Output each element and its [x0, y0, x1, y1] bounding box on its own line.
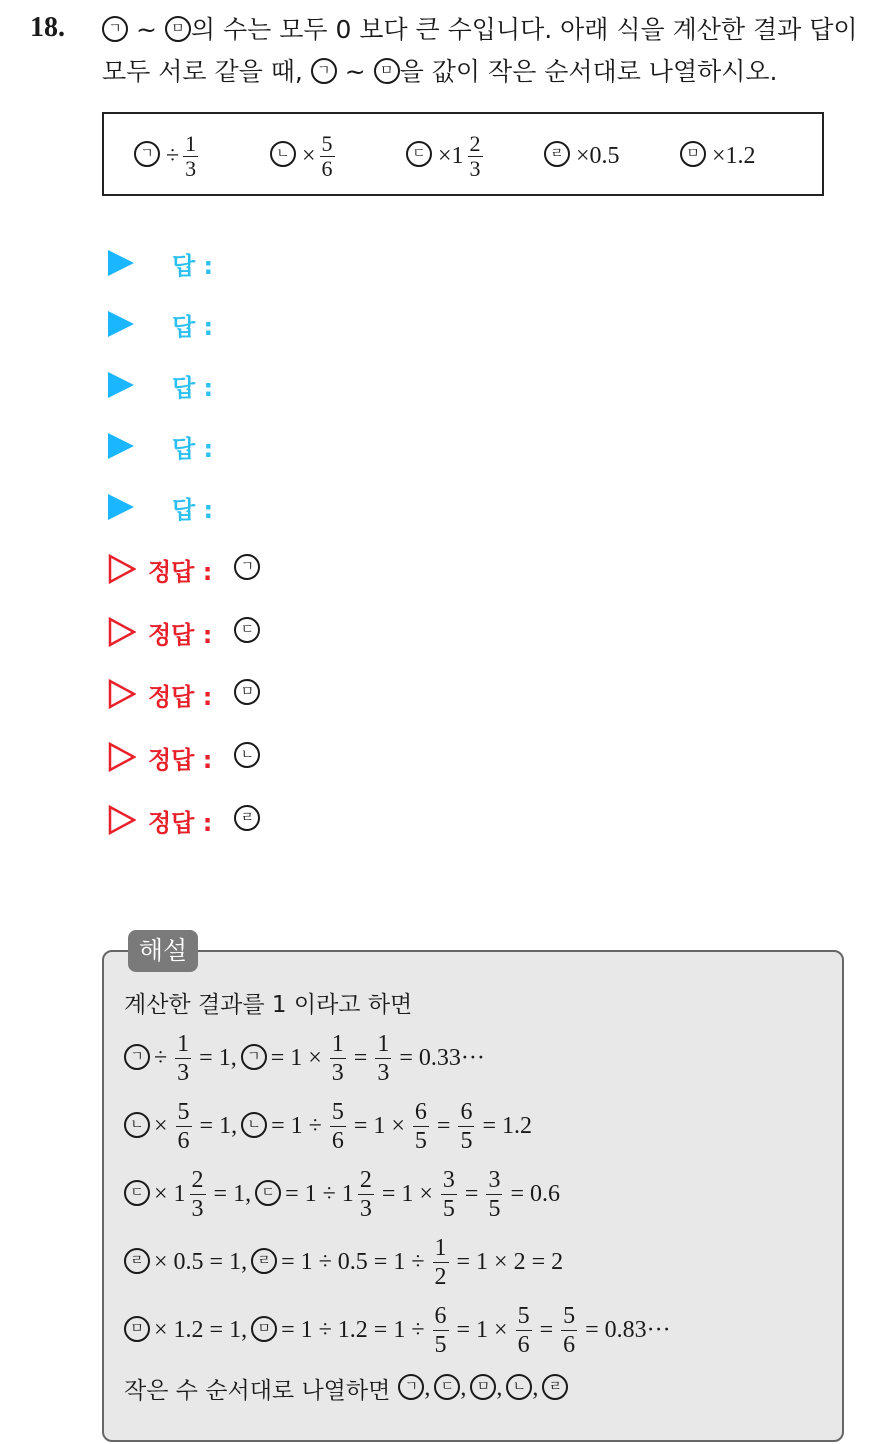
outline-triangle-icon	[108, 679, 136, 709]
answer-row[interactable]: 답 :	[108, 426, 213, 466]
circled-d-icon: ㄷ	[406, 141, 432, 167]
outline-triangle-icon	[108, 742, 136, 772]
circled-m-icon: ㅁ	[165, 16, 191, 42]
solution-value: ㄷ	[234, 617, 260, 643]
solution-row: 정답 : ㄷ	[108, 612, 260, 652]
expression-box	[102, 112, 824, 196]
play-triangle-icon	[108, 372, 134, 398]
play-triangle-icon	[108, 311, 134, 337]
solution-row: 정답 : ㄱ	[108, 549, 260, 589]
expression-item-d: ㄷ ×1 $\frac{2}{3}$	[406, 114, 483, 198]
answer-row[interactable]: 답 :	[108, 304, 213, 344]
solution-row: 정답 : ㄹ	[108, 800, 260, 840]
circled-m-icon: ㅁ	[680, 141, 706, 167]
solution-value: ㄴ	[234, 742, 260, 768]
answer-row[interactable]: 답 :	[108, 365, 213, 405]
explanation-intro: 계산한 결과를 1 이라고 하면	[124, 992, 413, 1018]
solution-value: ㅁ	[234, 679, 260, 705]
outline-triangle-icon	[108, 554, 136, 584]
circled-g-icon: ㄱ	[311, 58, 337, 84]
explanation-conclusion: 작은 수 순서대로 나열하면 ㄱ , ㄷ , ㅁ , ㄴ , ㄹ	[124, 1372, 568, 1405]
explanation-line-3: ㄷ × 1 2 3 = 1, ㄷ = 1 ÷ 1 2 3 = 1 × 3 5 = 3 5 = 0.6	[124, 1166, 564, 1223]
outline-triangle-icon	[108, 617, 136, 647]
question-text-line1: ㄱ ~ ㅁ 의 수는 모두 0 보다 큰 수입니다. 아래 식을 계산한 결과 답이	[102, 9, 872, 51]
expression-item-m: ㅁ ×1.2	[680, 114, 758, 198]
circled-n-icon: ㄴ	[270, 141, 296, 167]
expression-item-r: ㄹ ×0.5	[544, 114, 622, 198]
explanation-line-2: ㄴ × 5 6 = 1, ㄴ = 1 ÷ 5 6 = 1 × 6 5 = 6 5 = 1.2	[124, 1098, 536, 1155]
explanation-tag: 해설	[128, 930, 198, 972]
question-text-line2: 모두 서로 같을 때, ㄱ ~ ㅁ 을 값이 작은 순서대로 나열하시오.	[102, 57, 778, 86]
fraction: $\frac{5}{6}$	[321, 130, 333, 181]
expression-item-g: ㄱ ÷ $\frac{1}{3}$	[134, 114, 198, 198]
answer-row[interactable]: 답 :	[108, 243, 213, 283]
play-triangle-icon	[108, 433, 134, 459]
solution-row: 정답 : ㄴ	[108, 737, 260, 777]
solution-row: 정답 : ㅁ	[108, 674, 260, 714]
answer-row[interactable]: 답 :	[108, 487, 213, 527]
circled-g-icon: ㄱ	[134, 141, 160, 167]
circled-r-icon: ㄹ	[544, 141, 570, 167]
explanation-line-4: ㄹ × 0.5 = 1, ㄹ = 1 ÷ 0.5 = 1 ÷ 1 2 = 1 × 2 = 2	[124, 1234, 567, 1291]
fraction: $\frac{2}{3}$	[469, 130, 481, 181]
play-triangle-icon	[108, 494, 134, 520]
fraction: $\frac{1}{3}$	[185, 130, 197, 181]
solution-value: ㄱ	[234, 554, 260, 580]
outline-triangle-icon	[108, 805, 136, 835]
circled-m-icon: ㅁ	[374, 58, 400, 84]
explanation-line-5: ㅁ × 1.2 = 1, ㅁ = 1 ÷ 1.2 = 1 ÷ 6 5 = 1 × 5 6 = 5 6 = 0.83···	[124, 1302, 675, 1359]
question-number: 18.	[30, 12, 65, 43]
play-triangle-icon	[108, 250, 134, 276]
solution-value: ㄹ	[234, 805, 260, 831]
circled-g-icon: ㄱ	[102, 16, 128, 42]
expression-item-n: ㄴ × $\frac{5}{6}$	[270, 114, 335, 198]
explanation-line-1: ㄱ ÷ 1 3 = 1, ㄱ = 1 × 1 3 = 1 3 = 0.33···	[124, 1030, 489, 1087]
